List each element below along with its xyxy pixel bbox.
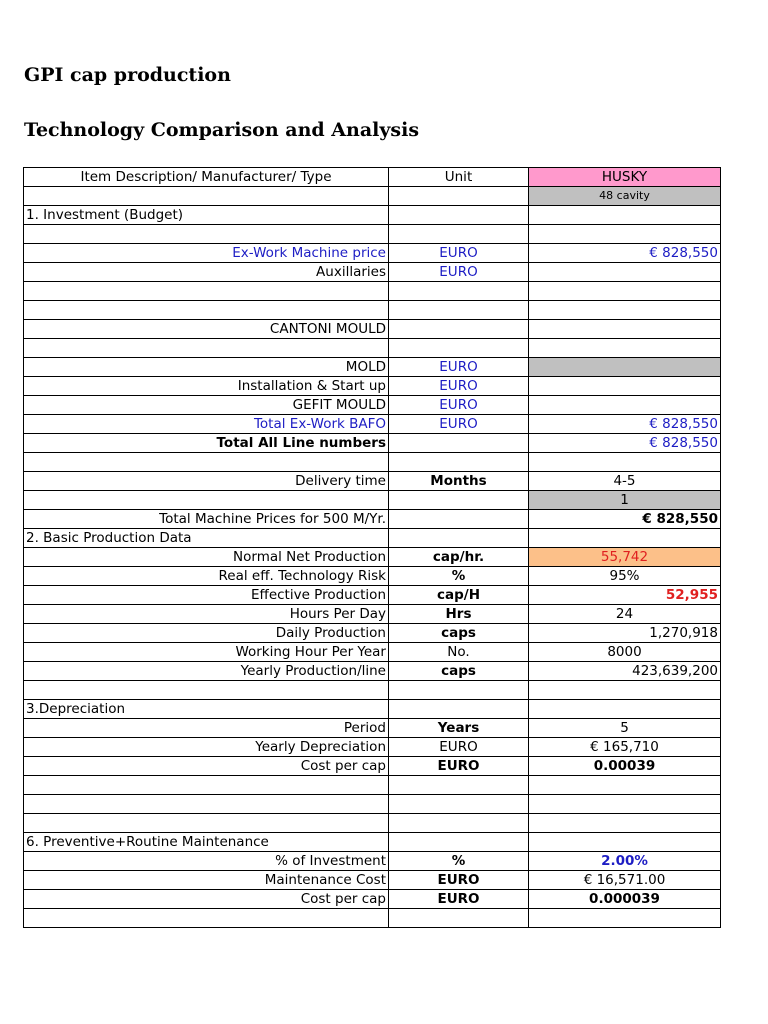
row-value: 1,270,918 [529, 624, 721, 643]
row-unit: % [389, 567, 529, 586]
section-row [24, 529, 721, 548]
row-value: 0.000039 [529, 890, 721, 909]
row-unit: caps [389, 662, 529, 681]
table-row [24, 263, 721, 282]
table-row [24, 453, 721, 472]
header-husky: HUSKY [529, 168, 721, 187]
row-desc: CANTONI MOULD [24, 320, 389, 339]
row-unit: Months [389, 472, 529, 491]
row-value: 5 [529, 719, 721, 738]
table-row [24, 776, 721, 795]
section-row [24, 833, 721, 852]
row-unit: EURO [389, 396, 529, 415]
row-desc: Auxillaries [24, 263, 389, 282]
table-row [24, 757, 721, 776]
table-row [24, 244, 721, 263]
table-row [24, 890, 721, 909]
row-unit: No. [389, 643, 529, 662]
row-desc: Cost per cap [24, 890, 389, 909]
table-row [24, 339, 721, 358]
table-row [24, 643, 721, 662]
section-production: 2. Basic Production Data [24, 529, 389, 548]
row-value: € 828,550 [529, 244, 721, 263]
table-row [24, 909, 721, 928]
table-row [24, 738, 721, 757]
table-row [24, 795, 721, 814]
table-row [24, 225, 721, 244]
section-investment: 1. Investment (Budget) [24, 206, 389, 225]
header-desc: Item Description/ Manufacturer/ Type [24, 168, 389, 187]
table-row [24, 814, 721, 833]
row-value: 95% [529, 567, 721, 586]
table-row [24, 320, 721, 339]
row-value: 4-5 [529, 472, 721, 491]
row-desc: Delivery time [24, 472, 389, 491]
header-unit: Unit [389, 168, 529, 187]
row-value: 52,955 [529, 586, 721, 605]
row-unit: EURO [389, 377, 529, 396]
table-row [24, 852, 721, 871]
row-unit: EURO [389, 263, 529, 282]
row-value: € 828,550 [529, 415, 721, 434]
row-unit: EURO [389, 757, 529, 776]
row-value: 55,742 [529, 548, 721, 567]
section-row [24, 700, 721, 719]
row-desc: Total All Line numbers [24, 434, 389, 453]
page-subtitle: Technology Comparison and Analysis [24, 119, 420, 141]
row-desc: Total Machine Prices for 500 M/Yr. [24, 510, 389, 529]
row-unit: Hrs [389, 605, 529, 624]
table-row [24, 605, 721, 624]
row-value: € 828,550 [529, 434, 721, 453]
row-desc: MOLD [24, 358, 389, 377]
row-unit: EURO [389, 871, 529, 890]
row-unit: caps [389, 624, 529, 643]
table-row [24, 358, 721, 377]
table-row [24, 396, 721, 415]
row-desc: % of Investment [24, 852, 389, 871]
table-row [24, 187, 721, 206]
row-desc: Period [24, 719, 389, 738]
row-unit: cap/H [389, 586, 529, 605]
page-title: GPI cap production [24, 64, 231, 86]
section-maintenance: 6. Preventive+Routine Maintenance [24, 833, 389, 852]
row-desc: Total Ex-Work BAFO [24, 415, 389, 434]
cavity-cell: 48 cavity [529, 187, 721, 206]
table-row [24, 510, 721, 529]
row-desc: Ex-Work Machine price [24, 244, 389, 263]
table-row [24, 282, 721, 301]
row-unit: EURO [389, 890, 529, 909]
row-desc: Working Hour Per Year [24, 643, 389, 662]
table-row [24, 415, 721, 434]
row-desc: Yearly Production/line [24, 662, 389, 681]
row-desc: Cost per cap [24, 757, 389, 776]
row-desc: Maintenance Cost [24, 871, 389, 890]
row-value: € 16,571.00 [529, 871, 721, 890]
section-depreciation: 3.Depreciation [24, 700, 389, 719]
row-desc: Hours Per Day [24, 605, 389, 624]
table-row [24, 719, 721, 738]
table-row [24, 586, 721, 605]
table-row [24, 567, 721, 586]
comparison-table [23, 167, 721, 928]
row-value: 1 [529, 491, 721, 510]
row-value: € 828,550 [529, 510, 721, 529]
row-value: 8000 [529, 643, 721, 662]
table-row [24, 301, 721, 320]
row-unit: Years [389, 719, 529, 738]
table-row [24, 871, 721, 890]
row-unit: EURO [389, 244, 529, 263]
header-row [24, 168, 721, 187]
table-row [24, 624, 721, 643]
row-value: 24 [529, 605, 721, 624]
row-unit: EURO [389, 738, 529, 757]
table-row [24, 681, 721, 700]
row-desc: Yearly Depreciation [24, 738, 389, 757]
table-row [24, 662, 721, 681]
row-unit: EURO [389, 415, 529, 434]
row-unit: EURO [389, 358, 529, 377]
row-value: 423,639,200 [529, 662, 721, 681]
row-unit: cap/hr. [389, 548, 529, 567]
table-row [24, 491, 721, 510]
row-desc: Real eff. Technology Risk [24, 567, 389, 586]
row-unit: % [389, 852, 529, 871]
row-value: € 165,710 [529, 738, 721, 757]
table-row [24, 434, 721, 453]
row-value: 2.00% [529, 852, 721, 871]
table-row [24, 377, 721, 396]
row-desc: Effective Production [24, 586, 389, 605]
table-row [24, 548, 721, 567]
section-row [24, 206, 721, 225]
row-value: 0.00039 [529, 757, 721, 776]
row-desc: Daily Production [24, 624, 389, 643]
row-desc: GEFIT MOULD [24, 396, 389, 415]
row-desc: Installation & Start up [24, 377, 389, 396]
table-row [24, 472, 721, 491]
row-desc: Normal Net Production [24, 548, 389, 567]
